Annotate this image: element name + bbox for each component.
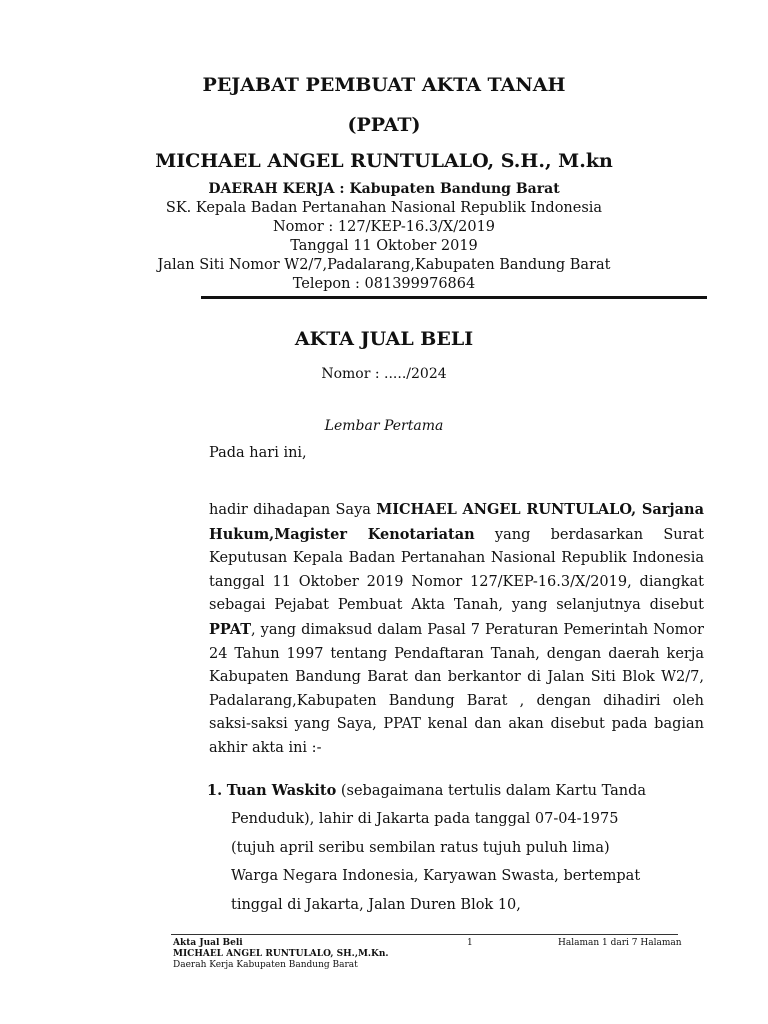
- deed-number: Nomor : ...../2024: [321, 366, 447, 382]
- header-divider: [201, 296, 707, 299]
- official-full-title: MICHAEL ANGEL RUNTULALO, Sarjana Hukum,Magister Kenotariatan: [209, 501, 704, 543]
- footer-official: MICHAEL ANGEL RUNTULALO, SH.,M.Kn.: [173, 949, 389, 959]
- official-name: MICHAEL ANGEL RUNTULALO, S.H., M.kn: [155, 150, 613, 172]
- sk-line: SK. Kepala Badan Pertanahan Nasional Republik Indonesia: [165, 200, 603, 216]
- para-text-b: yang berdasarkan Surat Keputusan Kepala Badan Pertanahan Nasional Republik Indonesia tanggal 11 Oktober 2019 Nomor 127/KEP-16.3/X/2019, diangkat sebagai Pejabat Pembuat Akta Tanah, yang selanjutnya disebut: [209, 526, 704, 614]
- office-abbrev: (PPAT): [347, 114, 421, 136]
- footer-doc-title: Akta Jual Beli: [173, 938, 243, 948]
- party-1-marker: 1.: [207, 782, 223, 799]
- sk-number: Nomor : 127/KEP-16.3/X/2019: [272, 219, 496, 235]
- deed-title: AKTA JUAL BELI: [294, 328, 474, 350]
- party-1-line-3: (tujuh april seribu sembilan ratus tujuh puluh lima): [231, 840, 610, 856]
- work-area: DAERAH KERJA : Kabupaten Bandung Barat: [208, 181, 560, 197]
- party-1-line-5: tinggal di Jakarta, Jalan Duren Blok 10,: [231, 897, 521, 913]
- footer-area: Daerah Kerja Kabupaten Bandung Barat: [173, 960, 358, 970]
- footer-page-of: Halaman 1 dari 7 Halaman: [558, 938, 682, 948]
- appearance-paragraph: [209, 498, 704, 761]
- office-address: Jalan Siti Nomor W2/7,Padalarang,Kabupaten Bandung Barat: [157, 257, 611, 273]
- office-phone: Telepon : 081399976864: [292, 276, 476, 292]
- party-1-intro: (sebagaimana tertulis dalam Kartu Tanda: [336, 783, 647, 799]
- ppat-term: PPAT: [209, 620, 251, 638]
- para-text-c: , yang dimaksud dalam Pasal 7 Peraturan Pemerintah Nomor 24 Tahun 1997 tentang Pendaftaran Tanah, dengan daerah kerja Kabupaten Bandung Barat dan berkantor di Jalan Siti Blok W2/7, Padalarang,Kabupaten Bandung Barat , dengan dihadiri oleh saksi-saksi yang Saya, PPAT kenal dan akan disebut pada bagian akhir akta ini :-: [209, 621, 704, 756]
- sk-date: Tanggal 11 Oktober 2019: [290, 238, 478, 254]
- party-1-name: Tuan Waskito: [226, 782, 337, 799]
- sheet-label: Lembar Pertama: [324, 418, 444, 434]
- party-1-line-4: Warga Negara Indonesia, Karyawan Swasta, bertempat: [231, 868, 641, 884]
- party-1-line-2: Penduduk), lahir di Jakarta pada tanggal 07-04-1975: [231, 811, 619, 827]
- footer-divider: [171, 934, 678, 935]
- opening-line: Pada hari ini,: [209, 445, 307, 461]
- office-title: PEJABAT PEMBUAT AKTA TANAH: [202, 74, 566, 96]
- party-1-line-1: [207, 782, 646, 799]
- footer-page-number: 1: [467, 938, 473, 948]
- para-text-a: hadir dihadapan Saya: [209, 502, 377, 518]
